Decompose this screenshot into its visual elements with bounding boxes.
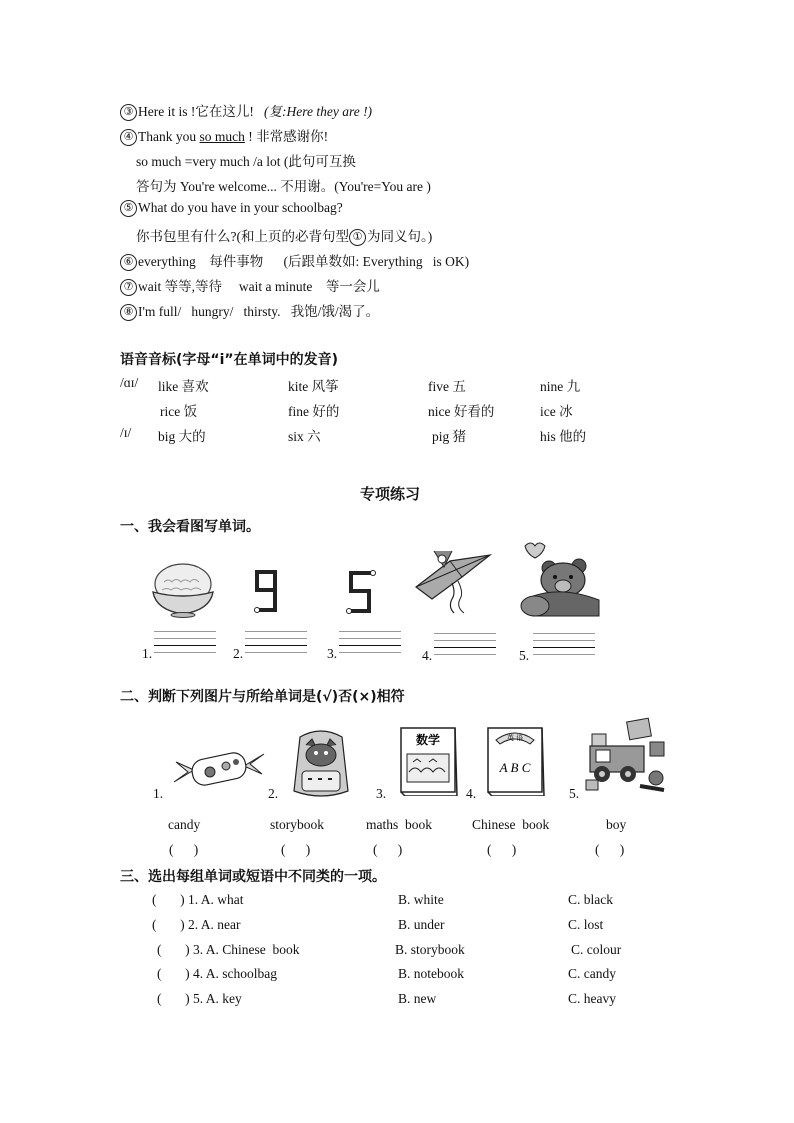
chinese-book-abc: A B C	[499, 760, 531, 775]
item-word: storybook	[270, 817, 324, 832]
option-b: B. storybook	[395, 942, 465, 957]
question-row: ( ) 2. A. near	[152, 917, 241, 932]
blank-number: 5.	[519, 648, 530, 663]
option-b: B. notebook	[398, 966, 464, 981]
note-line-5	[120, 200, 343, 217]
phonics-word: six 六	[288, 429, 321, 444]
blank-number: 3.	[327, 646, 338, 661]
section-title: 专项练习	[360, 485, 421, 503]
digit-nine-image	[249, 566, 283, 616]
note-text: wait 等等,等待 wait a minute 等一会儿	[138, 279, 380, 294]
phonics-word: rice 饭	[160, 404, 198, 419]
item-number: 5.	[569, 786, 580, 801]
option-b: B. under	[398, 917, 445, 932]
circled-number: ⑧	[120, 304, 137, 321]
phonics-word: nine 九	[540, 379, 581, 394]
phonics-word: pig 猪	[432, 429, 467, 444]
blank-number: 1.	[142, 646, 153, 661]
phonics-word: five 五	[428, 379, 466, 394]
item-number: 2.	[268, 786, 279, 801]
note-text: What do you have in your schoolbag?	[138, 200, 343, 215]
note-text: 你书包里有什么?(和上页的必背句型	[136, 229, 349, 244]
chinese-book-label: 英 语	[506, 734, 524, 742]
maths-book-label: 数学	[415, 733, 441, 747]
note-line-8	[120, 300, 379, 321]
note-line-7	[120, 275, 380, 296]
option-b: B. white	[398, 892, 444, 907]
storybook-bag-image	[286, 727, 356, 803]
option-c: C. candy	[568, 966, 616, 981]
answer-blank[interactable]	[533, 633, 595, 661]
note-line-6	[120, 250, 469, 271]
phonics-word: kite 风筝	[288, 379, 339, 394]
question-row: ( ) 3. A. Chinese book	[157, 942, 300, 957]
circled-number: ⑤	[120, 200, 137, 217]
phonics-word: like 喜欢	[158, 379, 209, 394]
answer-parens[interactable]: ( )	[487, 842, 517, 857]
phonics-word: nice 好看的	[428, 404, 495, 419]
answer-parens[interactable]: ( )	[373, 842, 403, 857]
item-word: Chinese book	[472, 817, 550, 832]
answer-parens[interactable]: ( )	[281, 842, 311, 857]
answer-blank[interactable]	[434, 633, 496, 661]
part2-heading: 二、判断下列图片与所给单词是(√)否(×)相符	[120, 689, 405, 705]
answer-blank[interactable]	[245, 631, 307, 659]
item-number: 3.	[376, 786, 387, 801]
circled-number: ⑥	[120, 254, 137, 271]
circled-number: ⑦	[120, 279, 137, 296]
question-row: ( ) 4. A. schoolbag	[157, 966, 277, 981]
chinese-book-image	[482, 722, 548, 796]
note-line-4	[120, 125, 328, 146]
maths-book-image	[395, 722, 461, 796]
circled-number: ③	[120, 104, 137, 121]
note-line-so-much: so much =very much /a lot (此句可互换	[136, 154, 356, 169]
digit-five-image	[343, 567, 377, 617]
note-line-3	[120, 100, 372, 121]
note-line-reply: 答句为 You're welcome... 不用谢。(You're=You are )	[136, 179, 431, 194]
item-word: boy	[606, 817, 627, 832]
option-c: C. colour	[571, 942, 622, 957]
note-text: Here it is !它在这儿!	[138, 104, 254, 119]
answer-blank[interactable]	[154, 631, 216, 659]
answer-parens[interactable]: ( )	[595, 842, 625, 857]
option-c: C. lost	[568, 917, 604, 932]
note-text: I'm full/ hungry/ thirsty. 我饱/饿/渴了。	[138, 304, 380, 319]
item-word: maths book	[366, 817, 432, 832]
note-line-synonym	[136, 225, 432, 246]
note-text: ! 非常感谢你!	[244, 129, 329, 144]
item-number: 4.	[466, 786, 477, 801]
part3-heading: 三、选出每组单词或短语中不同类的一项。	[120, 869, 386, 885]
kite-image	[412, 547, 494, 615]
answer-blank[interactable]	[339, 631, 401, 659]
underlined-phrase: so much	[199, 129, 245, 144]
rice-bowl-image	[150, 560, 216, 618]
phonics-symbol: /ɑɪ/	[120, 375, 139, 390]
phonics-title: 语音音标(字母“i”在单词中的发音)	[120, 352, 338, 368]
candy-image	[170, 742, 268, 794]
question-row: ( ) 5. A. key	[157, 991, 242, 1006]
note-text: 为同义句。)	[367, 229, 433, 244]
phonics-word: ice 冰	[540, 404, 573, 419]
circled-number: ①	[349, 229, 366, 246]
phonics-word: his 他的	[540, 429, 587, 444]
item-number: 1.	[153, 786, 164, 801]
blank-number: 2.	[233, 646, 244, 661]
bear-image	[515, 540, 601, 618]
answer-parens[interactable]: ( )	[169, 842, 199, 857]
toys-image	[584, 714, 670, 796]
phonics-word: fine 好的	[288, 404, 340, 419]
phonics-symbol: /ɪ/	[120, 425, 132, 440]
part1-heading: 一、我会看图写单词。	[120, 519, 260, 535]
circled-number: ④	[120, 129, 137, 146]
note-text: Thank you	[138, 129, 200, 144]
question-row: ( ) 1. A. what	[152, 892, 244, 907]
option-c: C. heavy	[568, 991, 616, 1006]
note-text: everything 每件事物 (后跟单数如: Everything is OK)	[138, 254, 470, 269]
note-extra: (复:Here they are !)	[263, 104, 373, 119]
option-b: B. new	[398, 991, 437, 1006]
item-word: candy	[168, 817, 201, 832]
phonics-word: big 大的	[158, 429, 206, 444]
blank-number: 4.	[422, 648, 433, 663]
option-c: C. black	[568, 892, 613, 907]
